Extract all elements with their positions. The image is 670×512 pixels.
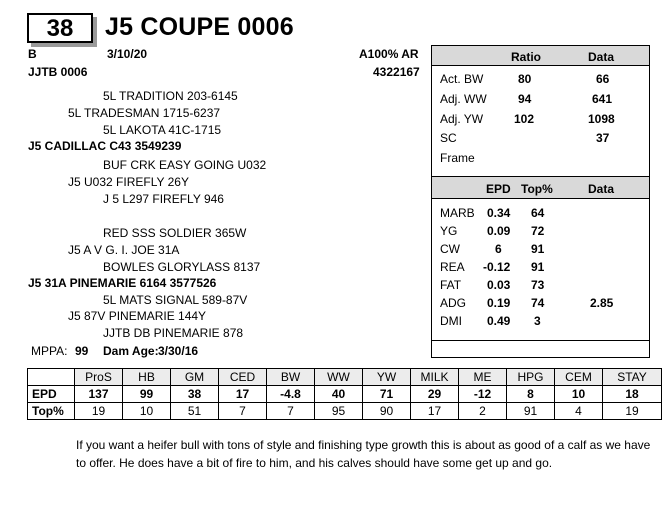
pedigree-dam-sire-dam: BOWLES GLORYLASS 8137 bbox=[103, 260, 261, 274]
epd-table-header: BW bbox=[267, 369, 315, 386]
pedigree-dam: J5 31A PINEMARIE 6164 3577526 bbox=[28, 276, 217, 290]
birth-date: 3/10/20 bbox=[107, 47, 148, 61]
epd-table-header: WW bbox=[315, 369, 363, 386]
pedigree-sire: J5 CADILLAC C43 3549239 bbox=[28, 139, 182, 153]
epd-value: 137 bbox=[75, 386, 123, 403]
animal-name: J5 COUPE 0006 bbox=[105, 13, 294, 41]
epd-table-header: ProS bbox=[75, 369, 123, 386]
mppa-value: 99 bbox=[75, 344, 89, 358]
perf-label: Adj. WW bbox=[440, 92, 487, 106]
top-row-label: Top% bbox=[28, 403, 75, 420]
carcass-label: REA bbox=[440, 260, 465, 274]
epd-value: 99 bbox=[123, 386, 171, 403]
top-value: 19 bbox=[75, 403, 123, 420]
epd-value: 18 bbox=[603, 386, 662, 403]
carcass-data: 2.85 bbox=[590, 296, 614, 310]
epd-row-label: EPD bbox=[28, 386, 75, 403]
pedigree-sire-dam-sire: BUF CRK EASY GOING U032 bbox=[103, 158, 267, 172]
panel-empty-row bbox=[431, 340, 650, 358]
epd-table bbox=[27, 368, 662, 420]
epd-table-header: CEM bbox=[555, 369, 603, 386]
ratio-header: Ratio bbox=[511, 50, 541, 64]
perf-ratio: 102 bbox=[514, 112, 535, 126]
tattoo: JJTB 0006 bbox=[28, 65, 88, 79]
carcass-label: FAT bbox=[440, 278, 462, 292]
epd-table-header: GM bbox=[171, 369, 219, 386]
carcass-top: 72 bbox=[531, 224, 545, 238]
epd-table-header: ME bbox=[459, 369, 507, 386]
comment-text: If you want a heifer bull with tons of style and finishing type growth this is about as good of a calf as we have to offer. He does have a bit of fire to him, and his calves should have some get up and go. bbox=[76, 438, 651, 470]
carcass-epd: 0.19 bbox=[487, 296, 511, 310]
lot-number: 38 bbox=[27, 13, 93, 43]
epd-table-header: STAY bbox=[603, 369, 662, 386]
top-value: 7 bbox=[267, 403, 315, 420]
registration-number: 4322167 bbox=[373, 65, 420, 79]
epd-value: 8 bbox=[507, 386, 555, 403]
pedigree-sire-sire: 5L TRADESMAN 1715-6237 bbox=[68, 106, 221, 120]
epd-value: 40 bbox=[315, 386, 363, 403]
perf-data: 1098 bbox=[588, 112, 615, 126]
carcass-epd: 0.49 bbox=[487, 314, 511, 328]
carcass-label: MARB bbox=[440, 206, 475, 220]
carcass-top: 91 bbox=[531, 242, 545, 256]
carcass-epd: 6 bbox=[495, 242, 502, 256]
perf-data: 66 bbox=[596, 72, 610, 86]
top-value: 17 bbox=[411, 403, 459, 420]
carcass-epd-header: EPD bbox=[486, 182, 511, 196]
carcass-epd: 0.34 bbox=[487, 206, 511, 220]
pedigree-dam-sire-sire: RED SSS SOLDIER 365W bbox=[103, 226, 247, 240]
epd-value: 71 bbox=[363, 386, 411, 403]
carcass-top: 64 bbox=[531, 206, 545, 220]
epd-table-header: HPG bbox=[507, 369, 555, 386]
top-value: 90 bbox=[363, 403, 411, 420]
top-value: 2 bbox=[459, 403, 507, 420]
pedigree-sire-dam: J5 U032 FIREFLY 26Y bbox=[68, 175, 189, 189]
epd-table-header: MILK bbox=[411, 369, 459, 386]
epd-table-epd-row bbox=[28, 386, 662, 403]
perf-label: Adj. YW bbox=[440, 112, 484, 126]
pedigree-sire-sire-dam: 5L LAKOTA 41C-1715 bbox=[103, 123, 222, 137]
carcass-data-header: Data bbox=[588, 182, 615, 196]
pedigree-sire-sire-sire: 5L TRADITION 203-6145 bbox=[103, 89, 238, 103]
association: A100% AR bbox=[359, 47, 419, 61]
epd-value: -4.8 bbox=[267, 386, 315, 403]
performance-data-header: Data bbox=[588, 50, 615, 64]
perf-label: Act. BW bbox=[440, 72, 484, 86]
epd-table-header: CED bbox=[219, 369, 267, 386]
perf-ratio: 94 bbox=[518, 92, 532, 106]
carcass-label: YG bbox=[440, 224, 458, 238]
carcass-top: 3 bbox=[534, 314, 541, 328]
pedigree-dam-dam-dam: JJTB DB PINEMARIE 878 bbox=[103, 326, 244, 340]
pedigree-dam-sire: J5 A V G. I. JOE 31A bbox=[68, 243, 180, 257]
perf-label: SC bbox=[440, 131, 457, 145]
carcass-label: ADG bbox=[440, 296, 467, 310]
pedigree-sire-dam-dam: J 5 L297 FIREFLY 946 bbox=[103, 192, 224, 206]
epd-table-corner bbox=[28, 369, 75, 386]
top-value: 19 bbox=[603, 403, 662, 420]
perf-data: 37 bbox=[596, 131, 610, 145]
top-value: 4 bbox=[555, 403, 603, 420]
epd-table-header-row bbox=[28, 369, 662, 386]
carcass-epd: 0.03 bbox=[487, 278, 511, 292]
pedigree-dam-dam-sire: 5L MATS SIGNAL 589-87V bbox=[103, 293, 248, 307]
pedigree-dam-dam: J5 87V PINEMARIE 144Y bbox=[68, 309, 207, 323]
top-value: 10 bbox=[123, 403, 171, 420]
carcass-label: DMI bbox=[440, 314, 462, 328]
perf-ratio: 80 bbox=[518, 72, 532, 86]
carcass-epd: 0.09 bbox=[487, 224, 511, 238]
carcass-top: 74 bbox=[531, 296, 545, 310]
carcass-label: CW bbox=[440, 242, 460, 256]
epd-table-header: HB bbox=[123, 369, 171, 386]
sex: B bbox=[28, 47, 37, 61]
carcass-epd: -0.12 bbox=[483, 260, 511, 274]
epd-value: 38 bbox=[171, 386, 219, 403]
epd-value: 29 bbox=[411, 386, 459, 403]
dam-age-value: 3/30/16 bbox=[158, 344, 199, 358]
epd-value: -12 bbox=[459, 386, 507, 403]
top-value: 91 bbox=[507, 403, 555, 420]
top-value: 95 bbox=[315, 403, 363, 420]
carcass-top: 91 bbox=[531, 260, 545, 274]
perf-label: Frame bbox=[440, 151, 475, 165]
epd-table-top-row bbox=[28, 403, 662, 420]
top-value: 51 bbox=[171, 403, 219, 420]
mppa-label: MPPA: bbox=[31, 344, 68, 358]
epd-value: 10 bbox=[555, 386, 603, 403]
carcass-top-header: Top% bbox=[521, 182, 553, 196]
perf-data: 641 bbox=[592, 92, 613, 106]
carcass-top: 73 bbox=[531, 278, 545, 292]
epd-value: 17 bbox=[219, 386, 267, 403]
dam-age-label: Dam Age: bbox=[103, 344, 159, 358]
top-value: 7 bbox=[219, 403, 267, 420]
epd-table-header: YW bbox=[363, 369, 411, 386]
